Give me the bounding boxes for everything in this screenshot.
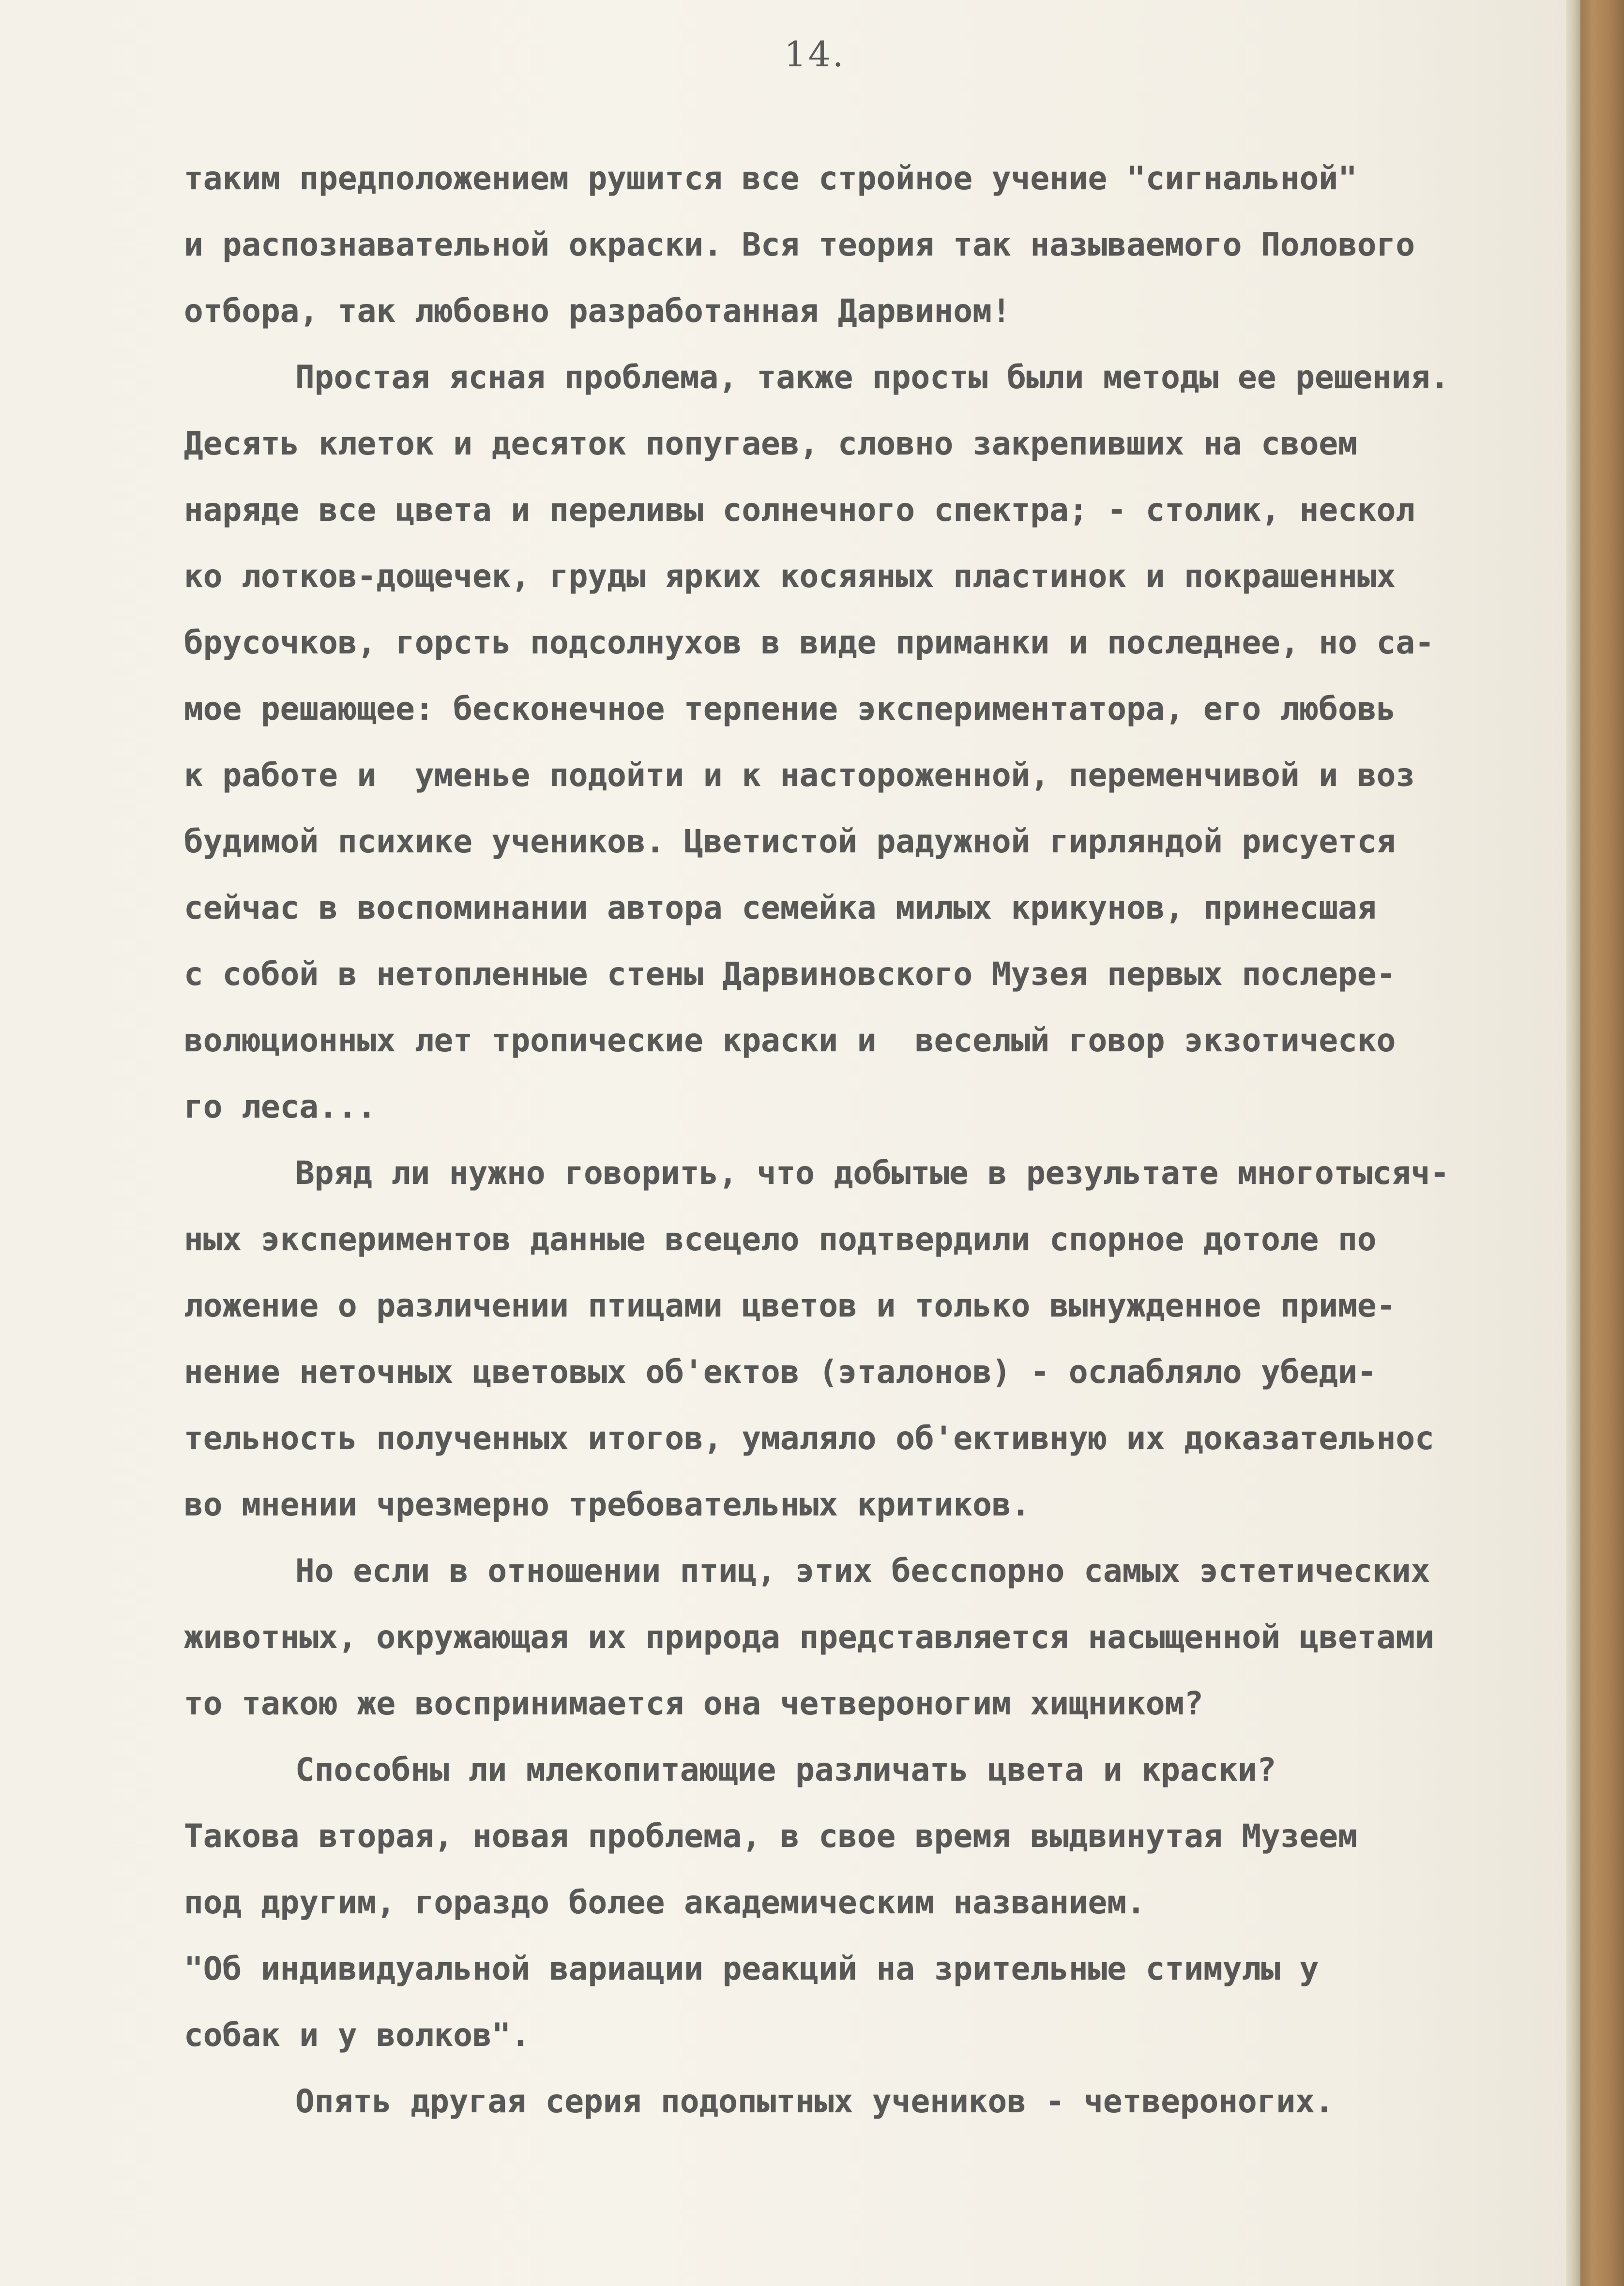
text-line: волюционных лет тропические краски и веселый говор экзотическо — [184, 1022, 1396, 1059]
paragraph-2 — [184, 344, 1568, 1140]
text-line: ко лотков-дощечек, груды ярких косяяных пластинок и покрашенных — [184, 558, 1396, 595]
text-line: тельность полученных итогов, умаляло об'ективную их доказательнос — [184, 1420, 1434, 1457]
text-line: го леса... — [184, 1088, 377, 1125]
text-line: Опять другая серия подопытных учеников - четвероногих. — [295, 2083, 1334, 2120]
text-line: сейчас в воспоминании автора семейка милых крикунов, принесшая — [184, 889, 1377, 926]
paragraph-4 — [184, 1538, 1568, 1737]
text-line: наряде все цвета и переливы солнечного спектра; - столик, нескол — [184, 491, 1415, 529]
text-line: таким предположением рушится все стройное учение "сигнальной" — [184, 160, 1357, 197]
binding-edge — [1580, 0, 1624, 2286]
text-line: брусочков, горсть подсолнухов в виде приманки и последнее, но са- — [184, 624, 1434, 661]
text-line: Такова вторая, новая проблема, в свое время выдвинутая Музеем — [184, 1817, 1357, 1855]
text-line: животных, окружающая их природа представляется насыщенной цветами — [184, 1619, 1434, 1656]
text-line: то такою же воспринимается она четвероногим хищником? — [184, 1685, 1203, 1722]
text-line: и распознавательной окраски. Вся теория так называемого Полового — [184, 226, 1415, 263]
text-line: мое решающее: бесконечное терпение экспериментатора, его любовь — [184, 690, 1396, 727]
text-line: ных экспериментов данные всецело подтвердили спорное дотоле по — [184, 1221, 1377, 1258]
body-text — [184, 145, 1568, 2135]
text-line: к работе и уменье подойти и к настороженной, переменчивой и воз — [184, 757, 1415, 794]
paragraph-5 — [184, 1737, 1568, 2068]
text-line: Десять клеток и десяток попугаев, словно закрепивших на своем — [184, 425, 1357, 462]
text-line: Простая ясная проблема, также просты были методы ее решения. — [295, 359, 1450, 396]
text-line: Вряд ли нужно говорить, что добытые в результате многотысяч- — [295, 1154, 1450, 1192]
text-line: нение неточных цветовых об'ектов (эталонов) - ослабляло убеди- — [184, 1353, 1377, 1391]
text-line: "Об индивидуальной вариации реакций на зрительные стимулы у — [184, 1950, 1319, 1987]
paragraph-1 — [184, 145, 1568, 344]
text-line: будимой психике учеников. Цветистой радужной гирляндой рисуется — [184, 823, 1396, 860]
text-line: под другим, гораздо более академическим названием. — [184, 1884, 1146, 1921]
paragraph-6 — [184, 2068, 1568, 2135]
text-line: ложение о различении птицами цветов и только вынужденное приме- — [184, 1287, 1396, 1324]
text-line: собак и у волков". — [184, 2016, 531, 2054]
paragraph-3 — [184, 1140, 1568, 1538]
text-line: отбора, так любовно разработанная Дарвином! — [184, 292, 1011, 330]
page-number: 14. — [784, 34, 846, 75]
text-line: Способны ли млекопитающие различать цвета и краски? — [295, 1751, 1276, 1788]
text-line: Но если в отношении птиц, этих бесспорно самых эстетических — [295, 1552, 1430, 1590]
text-line: с собой в нетопленные стены Дарвиновского Музея первых послере- — [184, 955, 1396, 993]
text-line: во мнении чрезмерно требовательных критиков. — [184, 1486, 1031, 1523]
